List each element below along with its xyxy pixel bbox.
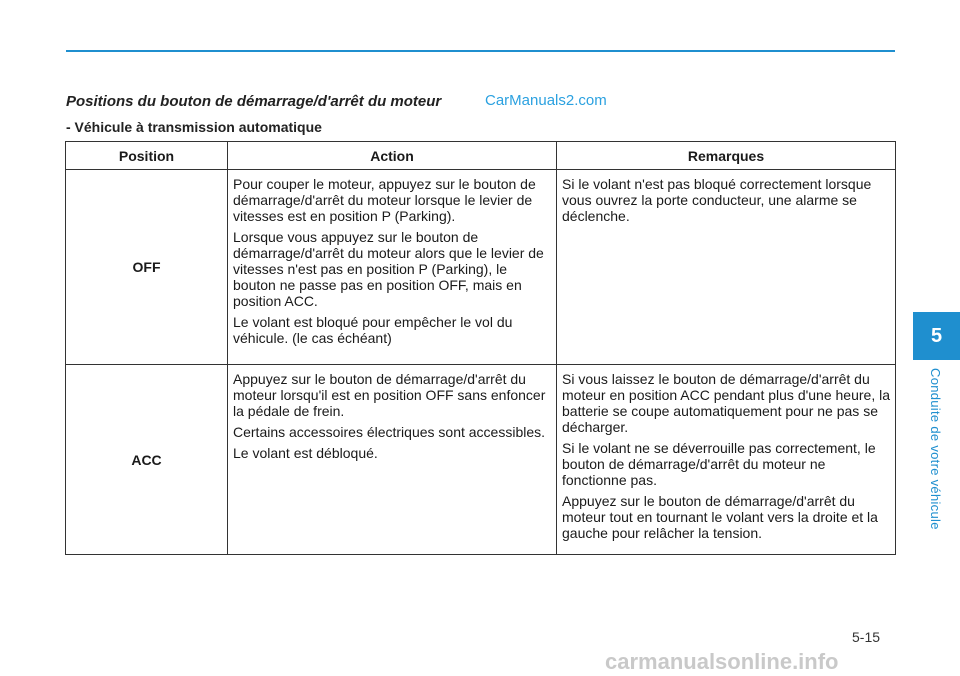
action-paragraph: Appuyez sur le bouton de démarrage/d'arrêt du moteur lorsqu'il est en position OFF sans enfoncer la pédale de frein. — [233, 371, 546, 419]
action-cell — [228, 170, 557, 365]
column-header-action: Action — [228, 142, 557, 170]
position-cell: OFF — [66, 170, 228, 365]
action-paragraph: Certains accessoires électriques sont accessibles. — [233, 424, 546, 440]
column-header-remarks: Remarques — [557, 142, 896, 170]
action-paragraph: Pour couper le moteur, appuyez sur le bouton de démarrage/d'arrêt du moteur lorsque le levier de vitesses est en position P (Parking). — [233, 176, 536, 224]
positions-table — [65, 141, 896, 555]
section-title: Positions du bouton de démarrage/d'arrêt du moteur — [66, 93, 442, 110]
remarks-cell — [557, 365, 896, 555]
subtitle: - Véhicule à transmission automatique — [66, 119, 322, 135]
position-cell: ACC — [66, 365, 228, 555]
chapter-number-tab: 5 — [913, 312, 960, 360]
action-paragraph: Le volant est bloqué pour empêcher le vol du véhicule. (le cas échéant) — [233, 314, 513, 346]
table-header-row — [66, 142, 896, 170]
action-paragraph: Lorsque vous appuyez sur le bouton de démarrage/d'arrêt du moteur alors que le levier de vitesses n'est pas en position P (Parking), le bouton ne passe pas en position OFF, mais en position ACC. — [233, 229, 544, 309]
chapter-title: Conduite de votre véhicule — [928, 368, 943, 530]
action-paragraph: Le volant est débloqué. — [233, 445, 378, 461]
remarks-paragraph: Si le volant n'est pas bloqué correctement lorsque vous ouvrez la porte conducteur, une alarme se déclenche. — [562, 176, 872, 224]
footer-watermark: carmanualsonline.info — [605, 649, 839, 674]
header-rule — [66, 50, 895, 52]
action-cell — [228, 365, 557, 555]
remarks-paragraph: Appuyez sur le bouton de démarrage/d'arrêt du moteur tout en tournant le volant vers la droite et la gauche pour relâcher la tension. — [562, 493, 878, 541]
remarks-paragraph: Si vous laissez le bouton de démarrage/d'arrêt du moteur en position ACC pendant plus d'une heure, la batterie se coupe automatiquement pour ne pas se décharger. — [562, 371, 891, 435]
remarks-paragraph: Si le volant ne se déverrouille pas correctement, le bouton de démarrage/d'arrêt du moteur ne fonctionne pas. — [562, 440, 876, 488]
remarks-cell — [557, 170, 896, 365]
table-row-acc — [66, 365, 896, 555]
watermark-link[interactable]: CarManuals2.com — [485, 92, 607, 109]
table-row-off — [66, 170, 896, 365]
page-number: 5-15 — [852, 629, 881, 645]
column-header-position: Position — [66, 142, 228, 170]
